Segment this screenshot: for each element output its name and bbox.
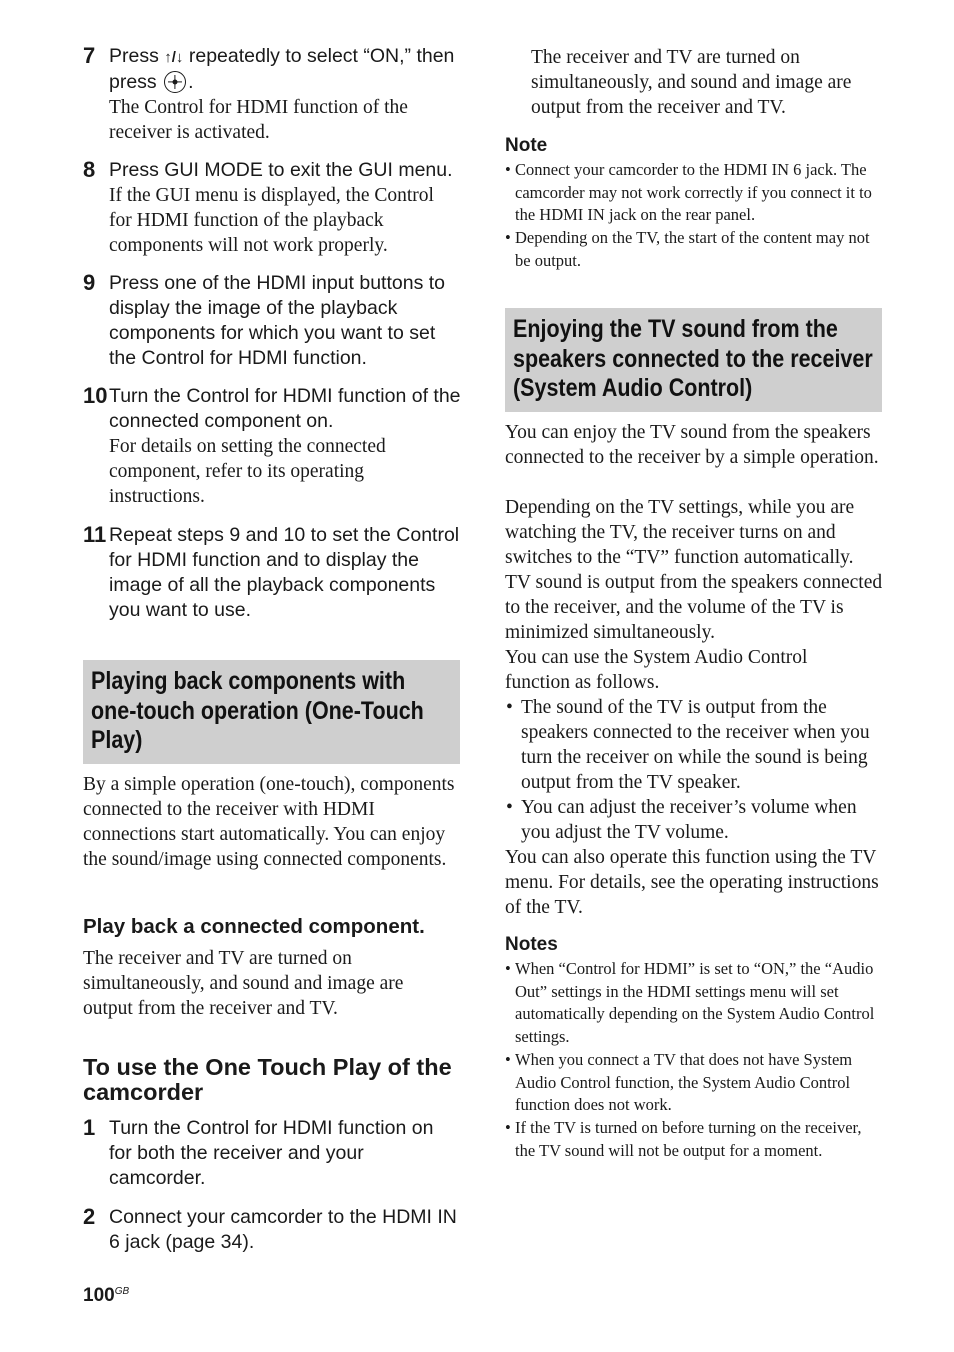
step-number: 9 [83, 270, 96, 295]
paragraph-2: Depending on the TV settings, while you are watching the TV, the receiver turns on and switches to the “TV” function automatically. TV sound is output from the speakers connected to the receiver, and the volume of the TV is minimized simultaneously. [505, 497, 883, 643]
camcorder-step-2 [83, 1205, 461, 1255]
step-8 [83, 158, 461, 258]
step-number: 11 [83, 522, 107, 547]
step-11 [83, 523, 461, 623]
page-number: $100^{GB}$ [83, 1285, 130, 1306]
note-item: • When “Control for HDMI” is set to “ON,” the “Audio Out” settings in the HDMI settings menu will set automatically depending on the System Audio Control settings. [505, 958, 883, 1049]
note-heading: Note [505, 135, 548, 156]
step-instruction: Repeat steps 9 and 10 to set the Control for HDMI function and to display the image of all the playback components you want to use. [109, 524, 460, 621]
section-title: Enjoying the TV sound from the speakers connected to the receiver (System Audio Control) [513, 315, 873, 402]
step-instruction: Press GUI MODE to exit the GUI menu. [109, 159, 453, 181]
paragraph-4: You can also operate this function using the TV menu. For details, see the operating instructions of the TV. [505, 847, 879, 918]
step-number: 10 [83, 383, 108, 408]
step-10 [83, 384, 461, 509]
step-number: 1 [83, 1115, 96, 1140]
subsection-title: Play back a connected component. [83, 915, 425, 938]
step-instruction: Turn the Control for HDMI function of the connected component on. [109, 385, 461, 432]
note-item: • If the TV is turned on before turning on the receiver, the TV sound will not be output for a moment. [505, 1117, 883, 1162]
paragraph-1: You can enjoy the TV sound from the speakers connected to the receiver by a simple operation. [505, 422, 879, 468]
step-instruction: Press one of the HDMI input buttons to display the image of the playback components for which you want to set the Control for HDMI function. [109, 272, 446, 369]
note-item: • When you connect a TV that does not have System Audio Control function, the System Audio Control function does not work. [505, 1049, 883, 1117]
notes-heading: Notes [505, 934, 558, 955]
step-number: 2 [83, 1204, 96, 1229]
step-instruction: Turn the Control for HDMI function on for both the receiver and your camcorder. [109, 1117, 434, 1189]
notes-list [505, 958, 883, 1162]
bullet-item: • You can adjust the receiver’s volume when you adjust the TV volume. [505, 795, 883, 845]
note-list [505, 159, 883, 273]
step-number: 8 [83, 157, 96, 182]
step-9 [83, 271, 461, 371]
feature-bullet-list [505, 695, 883, 845]
bullet-item: • The sound of the TV is output from the speakers connected to the receiver when you turn the receiver on while the sound is being output from the TV speaker. [505, 695, 883, 795]
enter-button-icon [164, 71, 186, 93]
subsection-title-camcorder: To use the One Touch Play of the camcorder [83, 1054, 452, 1105]
step-instruction: Connect your camcorder to the HDMI IN 6 jack (page 34). [109, 1206, 457, 1253]
subsection-body: The receiver and TV are turned on simultaneously, and sound and image are output from the receiver and TV. [83, 948, 404, 1019]
camcorder-step-1 [83, 1116, 461, 1191]
section-banner-one-touch-play [83, 660, 460, 764]
step-description: For details on setting the connected component, refer to its operating instructions. [109, 436, 386, 507]
intro-paragraph: By a simple operation (one-touch), components connected to the receiver with HDMI connections start automatically. You can enjoy the sound/image using connected components. [83, 774, 455, 870]
step-description: If the GUI menu is displayed, the Control for HDMI function of the playback components will not work properly. [109, 185, 434, 256]
note-item: • Depending on the TV, the start of the content may not be output. [505, 227, 883, 272]
section-title: Playing back components with one-touch operation (One-Touch Play) [91, 667, 424, 754]
section-banner-system-audio-control [505, 308, 882, 412]
step-7 [83, 44, 461, 145]
step-continuation: The receiver and TV are turned on simultaneously, and sound and image are output from the receiver and TV. [531, 47, 852, 118]
step-description: The Control for HDMI function of the receiver is activated. [109, 97, 408, 143]
up-down-arrow-icon: ↑/↓ [164, 49, 184, 66]
note-item: • Connect your camcorder to the HDMI IN 6 jack. The camcorder may not work correctly if you connect it to the HDMI IN jack on the rear panel. [505, 159, 883, 227]
step-number: 7 [83, 43, 96, 68]
step-instruction: Press ↑/↓ repeatedly to select “ON,” then press . [109, 45, 455, 93]
paragraph-3: You can use the System Audio Control function as follows. [505, 647, 808, 693]
